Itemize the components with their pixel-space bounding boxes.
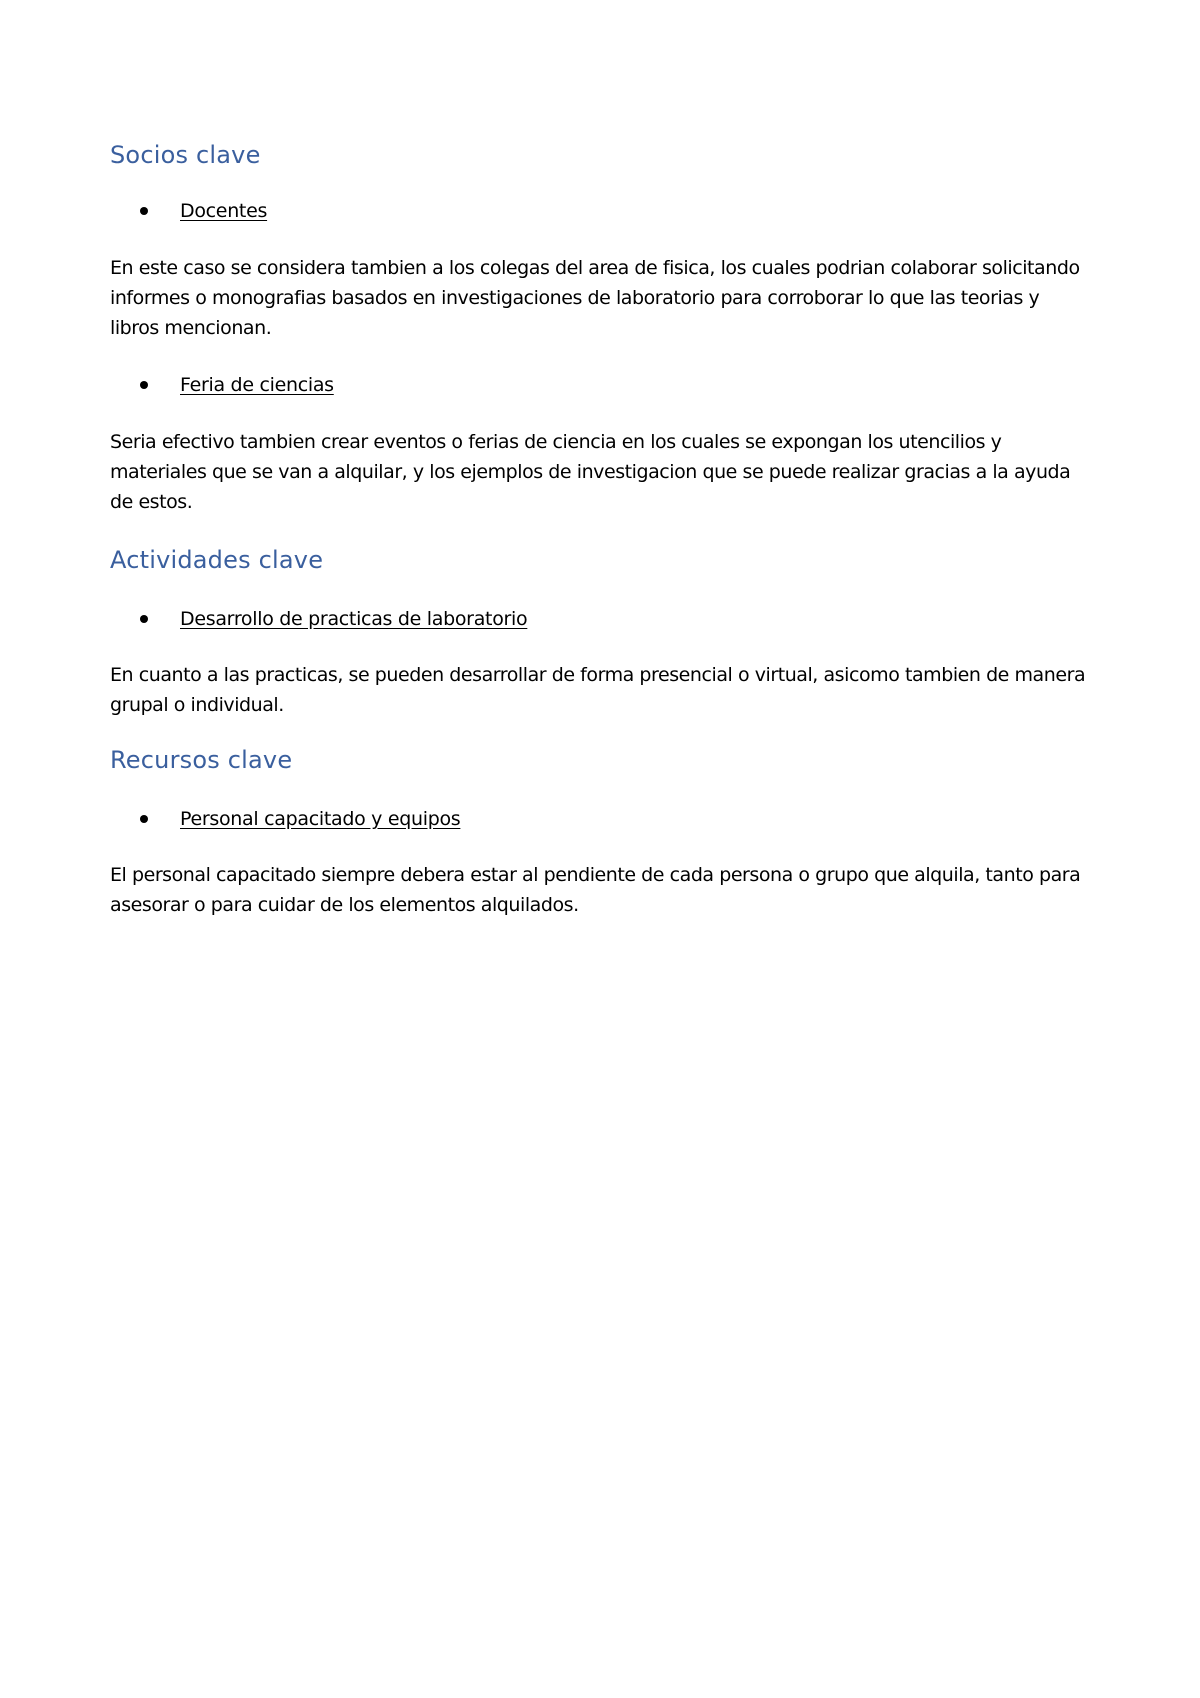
bullet-item-desarrollo-practicas	[140, 604, 1090, 634]
bullet-label: Desarrollo de practicas de laboratorio	[180, 608, 528, 630]
paragraph-personal-capacitado: El personal capacitado siempre debera estar al pendiente de cada persona o grupo que alquila, tanto para asesorar o para cuidar de los elementos alquilados.	[110, 864, 1081, 916]
bullet-icon	[140, 381, 148, 389]
bullet-icon	[140, 615, 148, 623]
bullet-icon	[140, 815, 148, 823]
paragraph-docentes: En este caso se considera tambien a los colegas del area de fisica, los cuales podrian colaborar solicitando informes o monografias basados en investigaciones de laboratorio para corroborar lo que las teorias y libros mencionan.	[110, 257, 1080, 339]
document-body	[110, 140, 1090, 920]
bullet-item-personal-capacitado	[140, 804, 1090, 834]
section-heading-actividades-clave: Actividades clave	[110, 546, 324, 574]
bullet-label: Feria de ciencias	[180, 374, 334, 396]
bullet-item-docentes	[140, 196, 1090, 226]
section-heading-socios-clave: Socios clave	[110, 141, 261, 169]
bullet-label: Docentes	[180, 200, 268, 222]
paragraph-feria-de-ciencias: Seria efectivo tambien crear eventos o ferias de ciencia en los cuales se expongan los utencilios y materiales que se van a alquilar, y los ejemplos de investigacion que se puede realizar gracias a la ayuda de estos.	[110, 431, 1071, 513]
bullet-icon	[140, 207, 148, 215]
bullet-item-feria-de-ciencias	[140, 370, 1090, 400]
bullet-label: Personal capacitado y equipos	[180, 808, 461, 830]
paragraph-desarrollo-practicas: En cuanto a las practicas, se pueden desarrollar de forma presencial o virtual, asicomo tambien de manera grupal o individual.	[110, 664, 1086, 716]
section-heading-recursos-clave: Recursos clave	[110, 746, 293, 774]
